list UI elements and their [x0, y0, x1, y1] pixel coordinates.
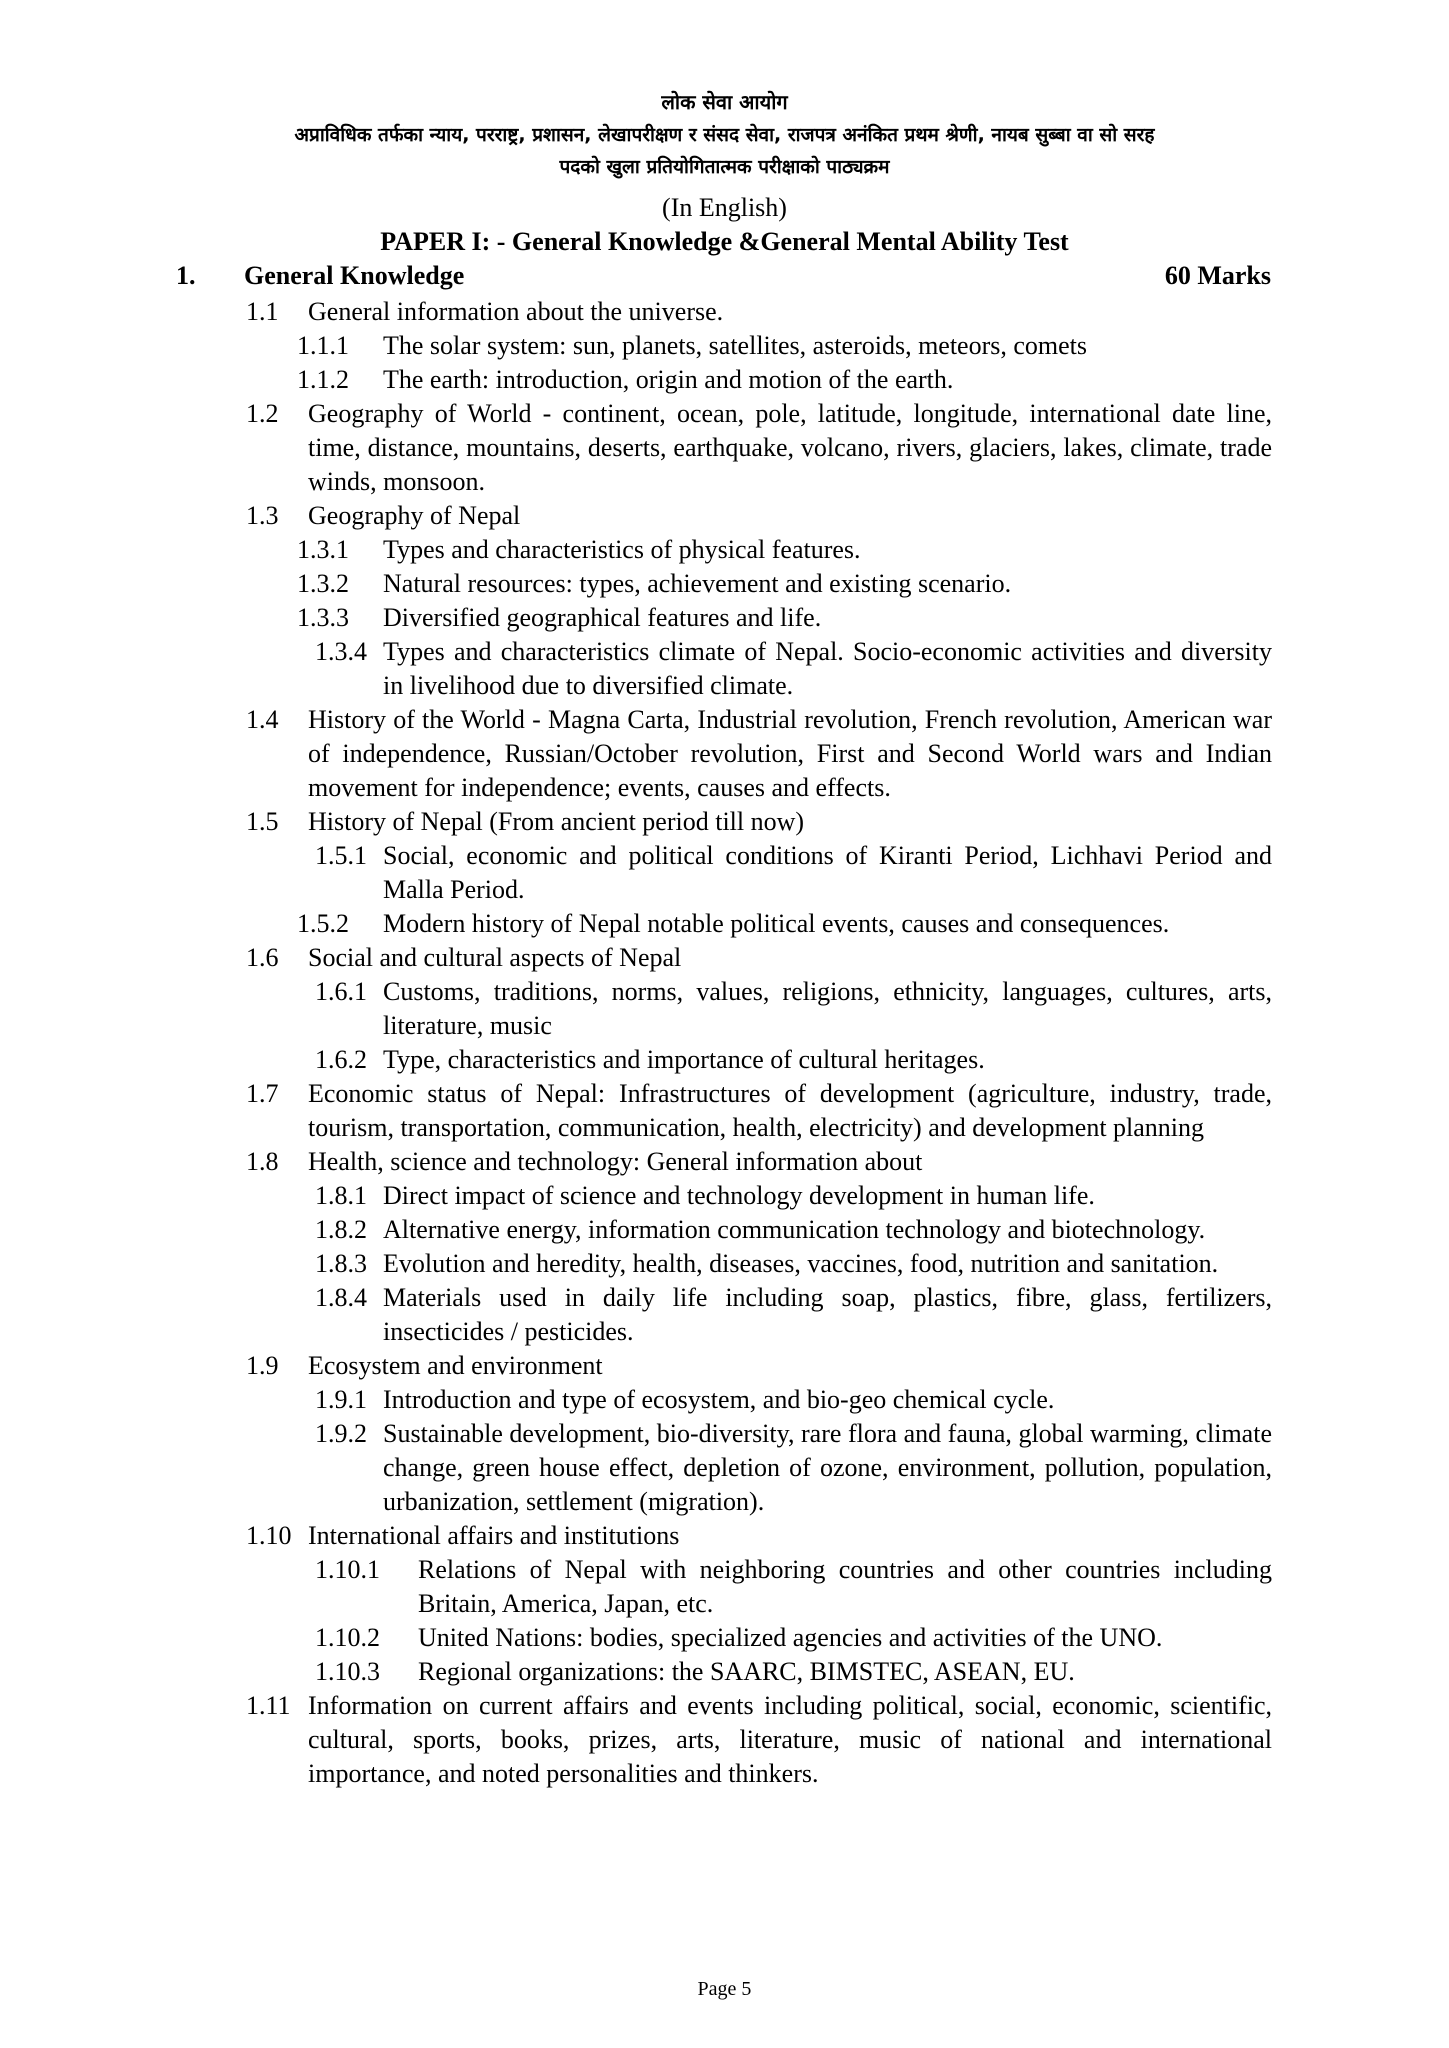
item-number: 1.3.2 — [297, 569, 349, 598]
section-marks: 60 Marks — [1164, 261, 1271, 290]
item-number: 1.8.1 — [315, 1181, 367, 1210]
syllabus-item — [0, 1281, 1449, 1349]
item-number: 1.8 — [246, 1147, 279, 1176]
item-number: 1.4 — [246, 705, 279, 734]
item-text: The solar system: sun, planets, satellites, asteroids, meteors, comets — [383, 331, 1088, 360]
syllabus-item — [0, 1043, 1449, 1077]
syllabus-item — [0, 907, 1449, 941]
item-text: General information about the universe. — [308, 297, 724, 326]
syllabus-item — [0, 1179, 1449, 1213]
syllabus-item — [0, 1553, 1449, 1621]
item-text: Type, characteristics and importance of cultural heritages. — [383, 1045, 985, 1074]
item-text: History of the World - Magna Carta, Industrial revolution, French revolution, American war of independence, Russian/October revolution, First and Second World wars and Indian movement for independence; events, causes and effects. — [308, 705, 1272, 802]
item-number: 1.8.3 — [315, 1249, 367, 1278]
item-text: Ecosystem and environment — [308, 1351, 603, 1380]
item-number: 1.6 — [246, 943, 279, 972]
syllabus-item — [0, 295, 1449, 329]
page-number: Page 5 — [697, 1978, 752, 2000]
item-text: Types and characteristics of physical features. — [383, 535, 861, 564]
syllabus-item — [0, 601, 1449, 635]
item-text: Modern history of Nepal notable political events, causes and consequences. — [383, 909, 1170, 938]
item-text: Introduction and type of ecosystem, and bio-geo chemical cycle. — [383, 1385, 1055, 1414]
syllabus-item — [0, 1519, 1449, 1553]
item-number: 1.7 — [246, 1079, 279, 1108]
item-text: Materials used in daily life including soap, plastics, fibre, glass, fertilizers, insecticides / pesticides. — [383, 1283, 1272, 1346]
item-number: 1.6.2 — [315, 1045, 367, 1074]
syllabus-item — [0, 1145, 1449, 1179]
syllabus-item — [0, 941, 1449, 975]
item-number: 1.3 — [246, 501, 279, 530]
item-number: 1.11 — [246, 1691, 291, 1720]
item-number: 1.6.1 — [315, 977, 367, 1006]
syllabus-item — [0, 567, 1449, 601]
language-note: (In English) — [662, 193, 787, 222]
syllabus-item — [0, 1655, 1449, 1689]
item-text: Customs, traditions, norms, values, religions, ethnicity, languages, cultures, arts, literature, music — [383, 977, 1272, 1040]
section-title: General Knowledge — [244, 261, 465, 290]
item-text: Alternative energy, information communication technology and biotechnology. — [383, 1215, 1206, 1244]
item-text: Geography of World - continent, ocean, pole, latitude, longitude, international date line, time, distance, mountains, deserts, earthquake, volcano, rivers, glaciers, lakes, climate, trade winds, monsoon. — [308, 399, 1272, 496]
syllabus-item — [0, 1417, 1449, 1519]
item-number: 1.3.3 — [297, 603, 349, 632]
item-number: 1.1.2 — [297, 365, 349, 394]
item-text: International affairs and institutions — [308, 1521, 680, 1550]
item-number: 1.3.4 — [315, 637, 367, 666]
syllabus-item — [0, 499, 1449, 533]
item-number: 1.8.4 — [315, 1283, 367, 1312]
syllabus-item — [0, 1247, 1449, 1281]
item-text: Economic status of Nepal: Infrastructures of development (agriculture, industry, trade, tourism, transportation, communication, health, electricity) and development planning — [308, 1079, 1272, 1142]
syllabus-item — [0, 533, 1449, 567]
syllabus-item — [0, 805, 1449, 839]
item-text: Direct impact of science and technology development in human life. — [383, 1181, 1095, 1210]
header-syllabus-line: पदको खुला प्रतियोगितात्मक परीक्षाको पाठ्यक्रम — [559, 156, 890, 178]
item-number: 1.5.1 — [315, 841, 367, 870]
item-text: Health, science and technology: General information about — [308, 1147, 923, 1176]
item-number: 1.3.1 — [297, 535, 349, 564]
item-number: 1.9.2 — [315, 1419, 367, 1448]
paper-title: PAPER I: - General Knowledge &General Mental Ability Test — [380, 227, 1069, 256]
item-text: United Nations: bodies, specialized agencies and activities of the UNO. — [418, 1623, 1163, 1652]
item-number: 1.8.2 — [315, 1215, 367, 1244]
syllabus-list — [0, 295, 1449, 1791]
item-text: Evolution and heredity, health, diseases, vaccines, food, nutrition and sanitation. — [383, 1249, 1219, 1278]
item-number: 1.10.3 — [315, 1657, 380, 1686]
syllabus-item — [0, 1349, 1449, 1383]
syllabus-item — [0, 363, 1449, 397]
item-number: 1.10.1 — [315, 1555, 380, 1584]
item-text: Sustainable development, bio-diversity, rare flora and fauna, global warming, climate change, green house effect, depletion of ozone, environment, pollution, population, urbanization, settlement (migration). — [383, 1419, 1272, 1516]
header-service-line: अप्राविधिक तर्फका न्याय, परराष्ट्र, प्रशासन, लेखापरीक्षण र संसद सेवा, राजपत्र अनंकित प्रथम श्रेणी, नायब सुब्बा वा सो सरह — [294, 124, 1155, 146]
item-text: Social and cultural aspects of Nepal — [308, 943, 682, 972]
item-number: 1.9 — [246, 1351, 279, 1380]
item-number: 1.2 — [246, 399, 279, 428]
item-number: 1.1 — [246, 297, 279, 326]
syllabus-item — [0, 397, 1449, 499]
syllabus-item — [0, 1689, 1449, 1791]
syllabus-item — [0, 839, 1449, 907]
item-number: 1.10.2 — [315, 1623, 380, 1652]
item-text: Information on current affairs and events including political, social, economic, scientific, cultural, sports, books, prizes, arts, literature, music of national and international importance, and noted personalities and thinkers. — [308, 1691, 1272, 1788]
section-number: 1. — [176, 261, 196, 290]
item-text: Regional organizations: the SAARC, BIMSTEC, ASEAN, EU. — [418, 1657, 1075, 1686]
syllabus-item — [0, 1077, 1449, 1145]
syllabus-item — [0, 703, 1449, 805]
item-number: 1.5 — [246, 807, 279, 836]
item-number: 1.1.1 — [297, 331, 349, 360]
syllabus-item — [0, 329, 1449, 363]
item-text: Relations of Nepal with neighboring countries and other countries including Britain, America, Japan, etc. — [418, 1555, 1272, 1618]
syllabus-item — [0, 1621, 1449, 1655]
syllabus-item — [0, 975, 1449, 1043]
item-text: Types and characteristics climate of Nepal. Socio-economic activities and diversity in livelihood due to diversified climate. — [383, 637, 1272, 700]
item-text: Social, economic and political conditions of Kiranti Period, Lichhavi Period and Malla Period. — [383, 841, 1272, 904]
header-org: लोक सेवा आयोग — [661, 90, 788, 114]
syllabus-item — [0, 1383, 1449, 1417]
item-number: 1.9.1 — [315, 1385, 367, 1414]
item-text: History of Nepal (From ancient period till now) — [308, 807, 805, 836]
item-text: The earth: introduction, origin and motion of the earth. — [383, 365, 954, 394]
item-text: Diversified geographical features and life. — [383, 603, 822, 632]
syllabus-item — [0, 635, 1449, 703]
item-text: Geography of Nepal — [308, 501, 521, 530]
syllabus-item — [0, 1213, 1449, 1247]
item-text: Natural resources: types, achievement and existing scenario. — [383, 569, 1012, 598]
item-number: 1.10 — [246, 1521, 292, 1550]
item-number: 1.5.2 — [297, 909, 349, 938]
